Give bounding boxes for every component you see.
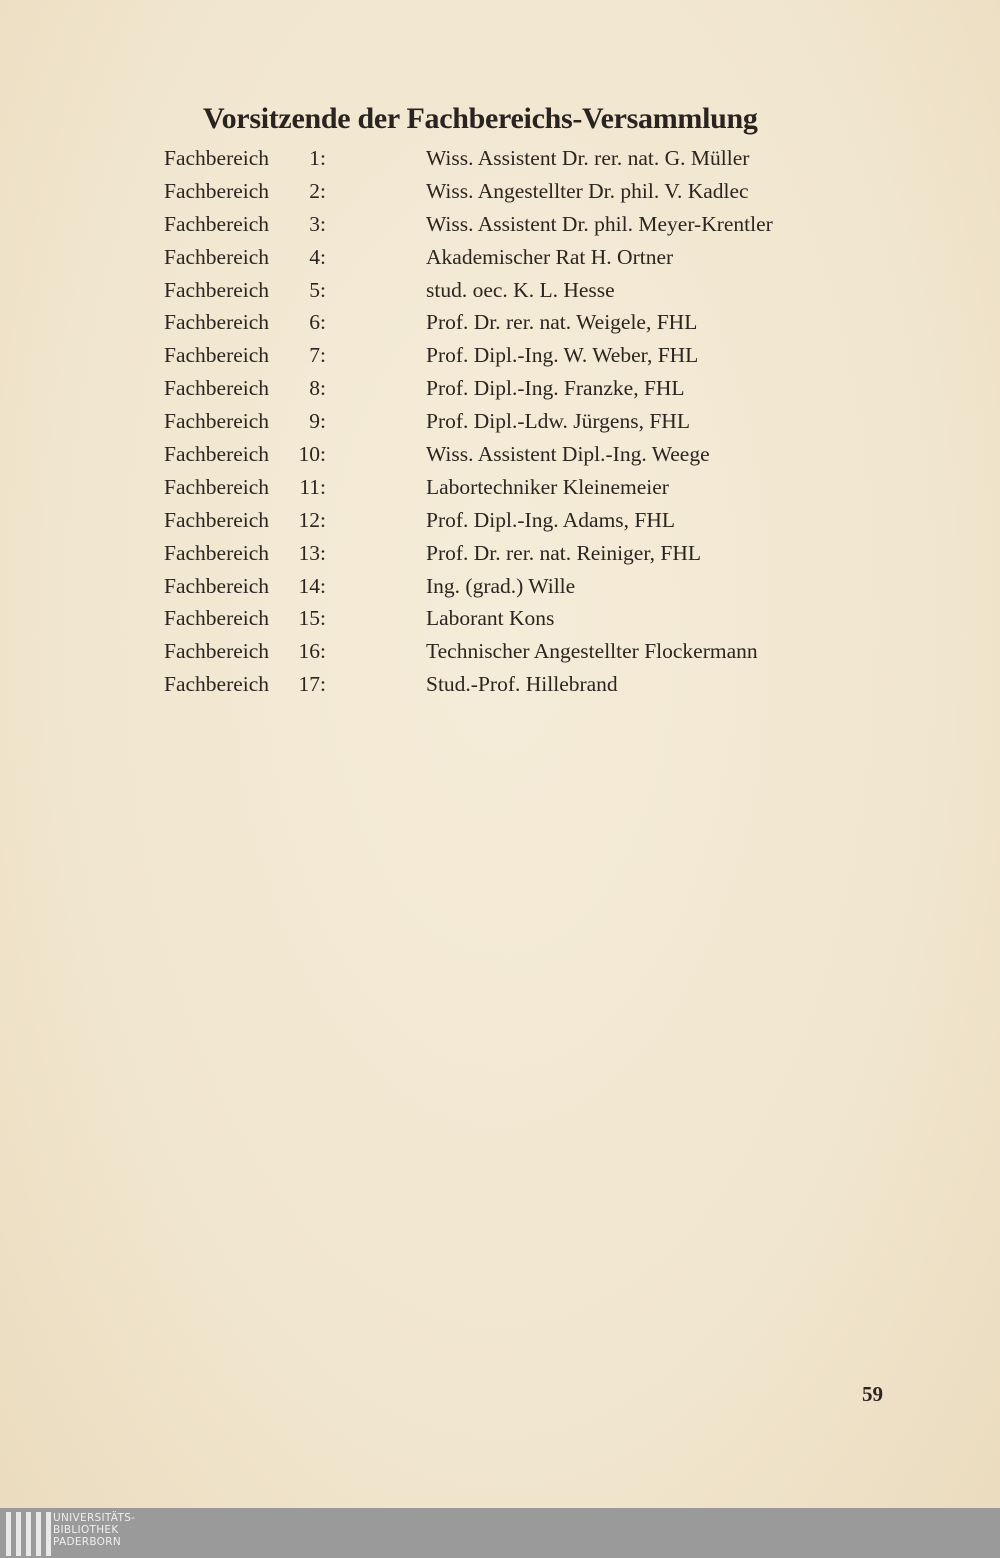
department-label: Fachbereich [164, 540, 270, 565]
department-number: 14: [298, 573, 326, 598]
page-number: 59 [862, 1382, 883, 1406]
department-number: 13: [298, 540, 326, 565]
department-label: Fachbereich [164, 573, 270, 598]
department-number: 4: [309, 244, 326, 269]
chair-name: Prof. Dipl.-Ing. Franzke, FHL [426, 376, 685, 401]
department-number: 8: [309, 376, 326, 401]
logo-line-3: PADERBORN [53, 1536, 121, 1548]
department-number: 3: [309, 211, 326, 236]
department-number: 17: [298, 672, 326, 697]
department-number: 2: [309, 178, 326, 203]
department-number: 9: [309, 409, 326, 434]
chair-name: Wiss. Angestellter Dr. phil. V. Kadlec [426, 178, 749, 203]
department-label: Fachbereich [164, 606, 270, 631]
department-label: Fachbereich [164, 474, 270, 499]
chair-name: Akademischer Rat H. Ortner [426, 244, 674, 269]
department-label: Fachbereich [164, 672, 270, 697]
department-label: Fachbereich [164, 211, 270, 236]
chair-name: Wiss. Assistent Dipl.-Ing. Weege [426, 442, 710, 467]
department-label: Fachbereich [164, 376, 270, 401]
page-title: Vorsitzende der Fachbereichs-Versammlung [203, 102, 758, 135]
chair-name: Prof. Dipl.-Ing. Adams, FHL [426, 507, 676, 532]
chair-name: Prof. Dr. rer. nat. Reiniger, FHL [426, 540, 702, 565]
library-logo-text [53, 1512, 135, 1548]
chair-name: Prof. Dipl.-Ldw. Jürgens, FHL [426, 409, 690, 434]
chair-name: stud. oec. K. L. Hesse [426, 277, 615, 302]
chair-name: Prof. Dr. rer. nat. Weigele, FHL [426, 310, 698, 335]
department-label: Fachbereich [164, 409, 270, 434]
chair-name: Laborant Kons [426, 606, 555, 631]
department-label: Fachbereich [164, 343, 270, 368]
department-number: 1: [309, 146, 326, 170]
department-number: 7: [309, 343, 326, 368]
department-label: Fachbereich [164, 442, 270, 467]
department-label: Fachbereich [164, 178, 270, 203]
chair-name: Labortechniker Kleinemeier [426, 474, 669, 499]
department-number: 5: [309, 277, 326, 302]
chair-name: Prof. Dipl.-Ing. W. Weber, FHL [426, 343, 699, 368]
chair-name: Ing. (grad.) Wille [426, 573, 576, 598]
logo-line-2: BIBLIOTHEK [53, 1524, 119, 1536]
library-footer [0, 1508, 1000, 1558]
logo-line-1: UNIVERSITÄTS- [53, 1512, 136, 1524]
library-logo-icon [6, 1512, 51, 1556]
chair-name: Wiss. Assistent Dr. rer. nat. G. Müller [426, 146, 750, 170]
chair-name: Stud.-Prof. Hillebrand [426, 672, 618, 697]
department-label: Fachbereich [164, 244, 270, 269]
department-label: Fachbereich [164, 146, 270, 170]
department-number: 11: [299, 474, 326, 499]
chair-name: Wiss. Assistent Dr. phil. Meyer-Krentler [426, 211, 773, 236]
department-label: Fachbereich [164, 507, 270, 532]
department-number: 15: [298, 606, 326, 631]
department-number: 16: [298, 639, 326, 664]
department-label: Fachbereich [164, 310, 270, 335]
department-number: 10: [298, 442, 326, 467]
chair-name: Technischer Angestellter Flockermann [426, 639, 758, 664]
department-label: Fachbereich [164, 277, 270, 302]
department-label: Fachbereich [164, 639, 270, 664]
department-number: 12: [298, 507, 326, 532]
department-number: 6: [309, 310, 326, 335]
